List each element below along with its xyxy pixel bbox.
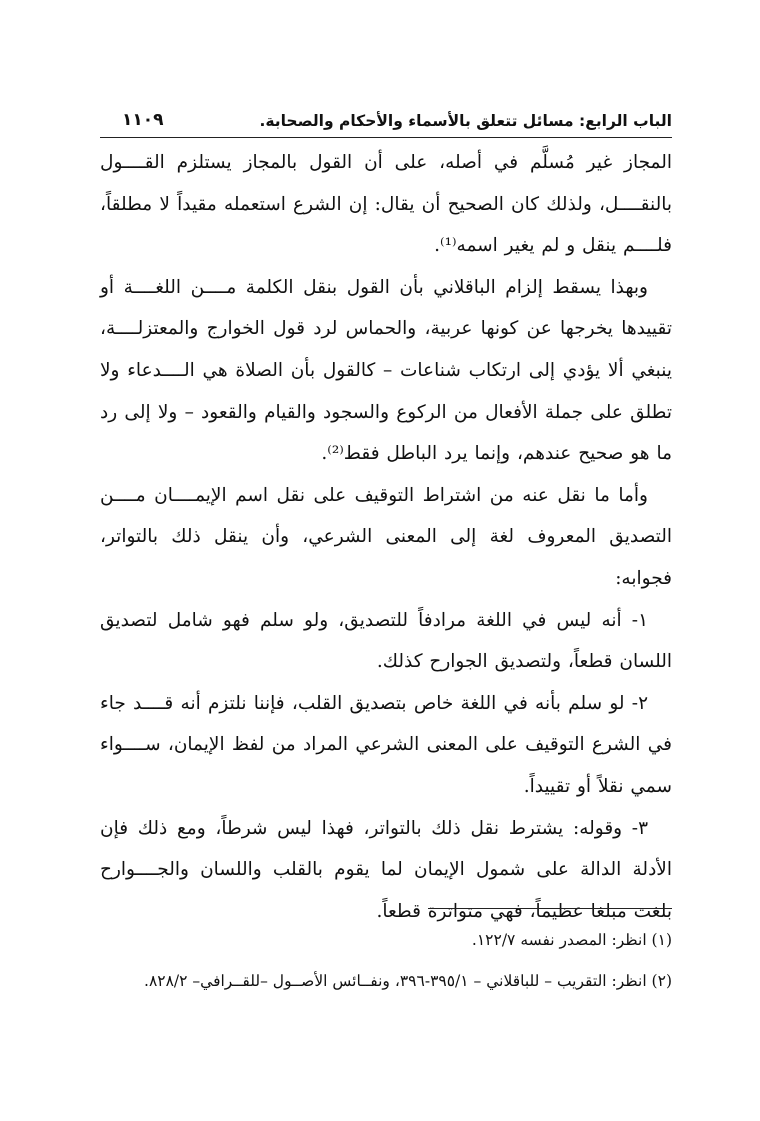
footnote-2: (٢) انظر: التقريب – للباقلاني – ٣٩٥/١-٣٩٦، ونفــائس الأصــول –للقــرافي– ٨٢٨/٢. (144, 972, 672, 990)
page-number: ١١٠٩ (122, 110, 164, 130)
main-text (100, 142, 672, 932)
list-item-2: ٢- لو سلم بأنه في اللغة خاص بتصديق القلب، فإننا نلتزم أنه قــــد جاء في الشرع التوقيف على المعنى الشرعي المراد من لفظ الإيمان، ســــواء سمي نقلاً أو تقييداً. (100, 692, 672, 797)
running-header (100, 112, 672, 138)
footnote-separator (428, 908, 672, 909)
list-item-3: ٣- وقوله: يشترط نقل ذلك بالتواتر، فهذا ليس شرطاً، ومع ذلك فإن الأدلة الدالة على شمول الإيمان لما يقوم بالقلب واللسان والجــــوارح بلغت مبلغا عظيماً، فهي متواترة قطعاً. (100, 817, 672, 922)
footnotes (100, 922, 672, 1004)
list-item-1: ١- أنه ليس في اللغة مرادفاً للتصديق، ولو سلم فهو شامل لتصديق اللسان قطعاً، ولتصديق الجوارح كذلك. (100, 609, 672, 673)
paragraph-2: وبهذا يسقط إلزام الباقلاني بأن القول بنقل الكلمة مــــن اللغــــة أو تقييدها يخرجها عن كونها عربية، والحماس لرد قول الخوارج والمعتزلــــة، ينبغي ألا يؤدي إلى ارتكاب شناعات – كالقول بأن الصلاة هي الــــدعاء ولا تطلق على جملة الأفعال من الركوع والسجود والقيام والقعود – ولا إلى رد ما هو صحيح عندهم، وإنما يرد الباطل فقط⁽²⁾. (100, 276, 672, 465)
paragraph-3: وأما ما نقل عنه من اشتراط التوقيف على نقل اسم الإيمــــان مــــن التصديق المعروف لغة إلى المعنى الشرعي، وأن ينقل ذلك بالتواتر، فجوابه: (100, 484, 672, 589)
chapter-title: الباب الرابع: مسائل تتعلق بالأسماء والأحكام والصحابة. (259, 112, 672, 130)
paragraph-1: المجاز غير مُسلَّم في أصله، على أن القول بالمجاز يستلزم القــــول بالنقــــل، ولذلك كان الصحيح أن يقال: إن الشرع استعمله مقيداً لا مطلقاً، فلــــم ينقل و لم يغير اسمه⁽¹⁾. (100, 152, 672, 257)
footnote-1: (١) انظر: المصدر نفسه ١٢٢/٧. (471, 931, 672, 949)
header-rule (100, 137, 672, 138)
